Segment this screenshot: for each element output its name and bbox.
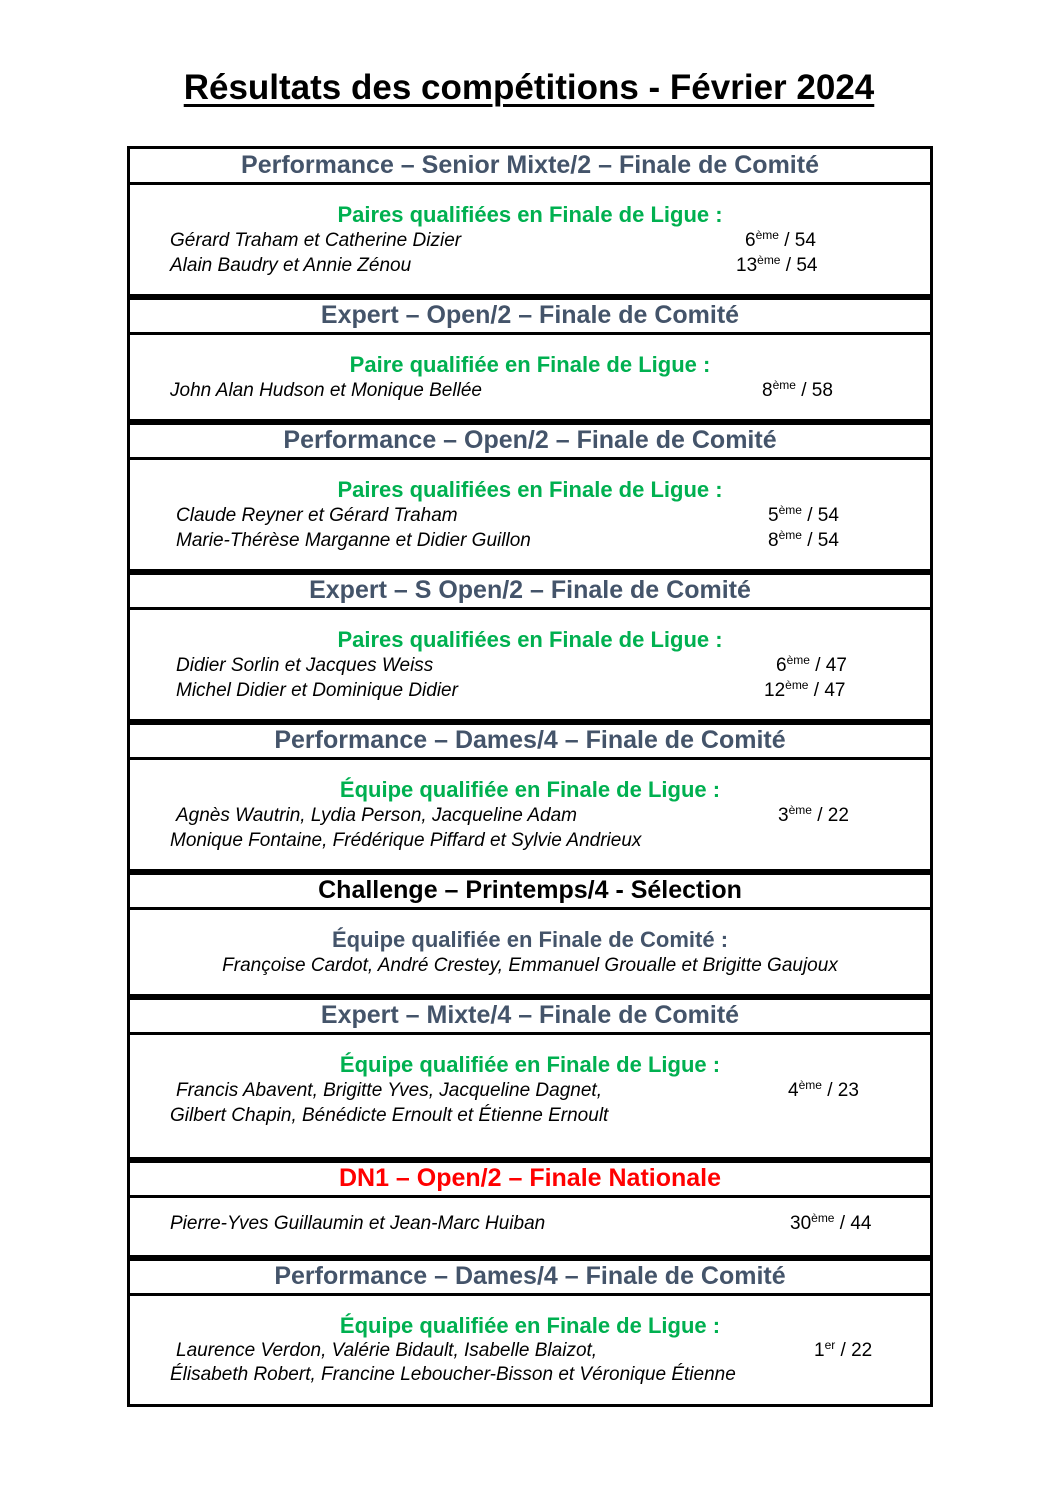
section-header bbox=[127, 422, 933, 460]
rank-total: / 54 bbox=[778, 230, 816, 251]
pair-names: Claude Reyner et Gérard Traham bbox=[176, 505, 458, 526]
team-names: Francis Abavent, Brigitte Yves, Jacqueline Dagnet, bbox=[176, 1080, 602, 1101]
rank-total: / 47 bbox=[809, 655, 847, 676]
rank-number: 1 bbox=[814, 1340, 825, 1361]
section-header-text: Performance – Dames/4 – Finale de Comité bbox=[274, 725, 786, 754]
section-header-text: Performance – Senior Mixte/2 – Finale de Comité bbox=[241, 150, 819, 179]
qualification-heading: Équipe qualifiée en Finale de Ligue : bbox=[339, 1313, 721, 1338]
section-header bbox=[127, 572, 933, 610]
page-title: Résultats des compétitions - Février 2024 bbox=[183, 68, 875, 107]
section-header bbox=[127, 1160, 933, 1198]
rank-suffix: ème bbox=[757, 253, 781, 267]
rank-total: / 23 bbox=[821, 1080, 859, 1101]
team-names: Élisabeth Robert, Francine Leboucher-Bisson et Véronique Étienne bbox=[170, 1364, 736, 1385]
qualification-heading: Paires qualifiées en Finale de Ligue : bbox=[337, 627, 723, 652]
qualification-heading: Paires qualifiées en Finale de Ligue : bbox=[337, 202, 723, 227]
qualification-heading: Paire qualifiée en Finale de Ligue : bbox=[349, 352, 711, 377]
section-header-text: Expert – Mixte/4 – Finale de Comité bbox=[320, 1000, 740, 1029]
rank-total: / 22 bbox=[811, 805, 849, 826]
rank-number: 12 bbox=[764, 680, 786, 701]
rank-suffix: ème bbox=[778, 503, 802, 517]
section-body bbox=[127, 610, 933, 722]
pair-names: Alain Baudry et Annie Zénou bbox=[170, 255, 412, 276]
rank bbox=[778, 805, 849, 827]
rank-total: / 54 bbox=[780, 255, 818, 276]
rank-number: 5 bbox=[768, 505, 779, 526]
rank-total: / 44 bbox=[834, 1213, 872, 1234]
section-body bbox=[127, 760, 933, 872]
section-body bbox=[127, 185, 933, 297]
rank bbox=[814, 1340, 872, 1362]
rank bbox=[762, 380, 833, 402]
section-header-text: DN1 – Open/2 – Finale Nationale bbox=[338, 1163, 722, 1192]
qualification-heading: Équipe qualifiée en Finale de Ligue : bbox=[339, 777, 721, 802]
section-body bbox=[127, 1035, 933, 1160]
rank-number: 3 bbox=[778, 805, 789, 826]
section-header bbox=[127, 297, 933, 335]
rank bbox=[776, 655, 847, 677]
rank-suffix: ème bbox=[811, 1211, 835, 1225]
section-header bbox=[127, 997, 933, 1035]
rank-number: 13 bbox=[736, 255, 758, 276]
section-body bbox=[127, 460, 933, 572]
section-body bbox=[127, 910, 933, 997]
pair-names: Michel Didier et Dominique Didier bbox=[176, 680, 458, 701]
qualification-heading: Équipe qualifiée en Finale de Comité : bbox=[331, 927, 729, 952]
rank-suffix: ème bbox=[788, 803, 812, 817]
rank bbox=[764, 680, 845, 702]
section-header-text: Challenge – Printemps/4 - Sélection bbox=[318, 875, 742, 904]
pair-names: Gérard Traham et Catherine Dizier bbox=[170, 230, 462, 251]
rank-total: / 47 bbox=[808, 680, 846, 701]
section-header-text: Performance – Open/2 – Finale de Comité bbox=[283, 425, 777, 454]
rank-suffix: ème bbox=[755, 228, 779, 242]
pair-names: Pierre-Yves Guillaumin et Jean-Marc Huiban bbox=[170, 1213, 546, 1234]
qualification-heading: Paires qualifiées en Finale de Ligue : bbox=[337, 477, 723, 502]
rank-total: / 54 bbox=[801, 530, 839, 551]
rank-total: / 54 bbox=[801, 505, 839, 526]
rank-suffix: ème bbox=[772, 378, 796, 392]
team-names: Gilbert Chapin, Bénédicte Ernoult et Étienne Ernoult bbox=[170, 1105, 609, 1126]
section-body bbox=[127, 335, 933, 422]
section-header bbox=[127, 872, 933, 910]
section-header-text: Expert – S Open/2 – Finale de Comité bbox=[309, 575, 751, 604]
pair-names: John Alan Hudson et Monique Bellée bbox=[170, 380, 482, 401]
rank-suffix: er bbox=[824, 1338, 836, 1352]
rank bbox=[736, 255, 817, 277]
rank-suffix: ème bbox=[786, 653, 810, 667]
rank bbox=[768, 530, 839, 552]
rank-number: 8 bbox=[768, 530, 779, 551]
section-header bbox=[127, 1258, 933, 1296]
team-names: Françoise Cardot, André Crestey, Emmanuel Groualle et Brigitte Gaujoux bbox=[222, 955, 838, 976]
rank-suffix: ème bbox=[785, 678, 809, 692]
pair-names: Didier Sorlin et Jacques Weiss bbox=[176, 655, 434, 676]
rank bbox=[788, 1080, 859, 1102]
team-names: Monique Fontaine, Frédérique Piffard et Sylvie Andrieux bbox=[170, 830, 642, 851]
section-header-text: Performance – Dames/4 – Finale de Comité bbox=[274, 1261, 786, 1290]
section-header bbox=[127, 146, 933, 185]
pair-names: Marie-Thérèse Marganne et Didier Guillon bbox=[176, 530, 531, 551]
section-header bbox=[127, 722, 933, 760]
section-body bbox=[127, 1198, 933, 1258]
rank-suffix: ème bbox=[798, 1078, 822, 1092]
rank-number: 4 bbox=[788, 1080, 799, 1101]
rank bbox=[790, 1213, 871, 1235]
rank-number: 6 bbox=[776, 655, 787, 676]
rank-number: 8 bbox=[762, 380, 773, 401]
rank bbox=[745, 230, 816, 252]
section-header-text: Expert – Open/2 – Finale de Comité bbox=[320, 300, 740, 329]
qualification-heading: Équipe qualifiée en Finale de Ligue : bbox=[339, 1052, 721, 1077]
rank-suffix: ème bbox=[778, 528, 802, 542]
rank-number: 6 bbox=[745, 230, 756, 251]
rank-number: 30 bbox=[790, 1213, 812, 1234]
rank-total: / 22 bbox=[835, 1340, 873, 1361]
team-names: Laurence Verdon, Valérie Bidault, Isabelle Blaizot, bbox=[176, 1340, 598, 1361]
rank bbox=[768, 505, 839, 527]
section-body bbox=[127, 1296, 933, 1407]
team-names: Agnès Wautrin, Lydia Person, Jacqueline Adam bbox=[176, 805, 577, 826]
rank-total: / 58 bbox=[795, 380, 833, 401]
